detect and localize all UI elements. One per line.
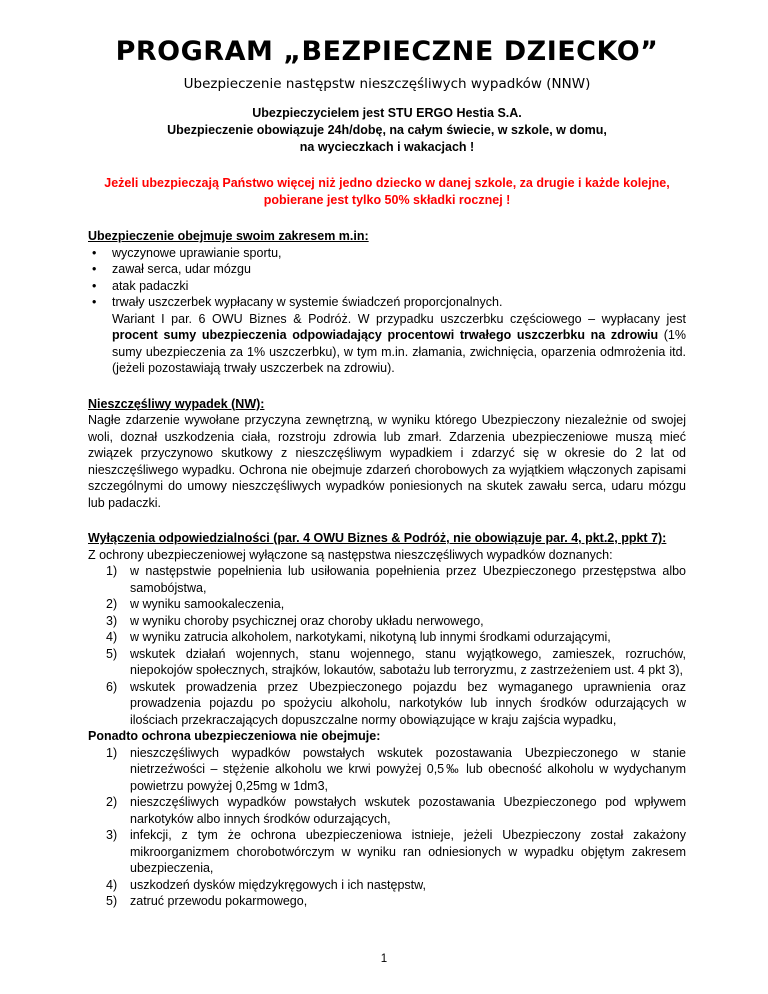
additional-exclusions-heading: Ponadto ochrona ubezpieczeniowa nie obejmuje: bbox=[88, 729, 381, 743]
discount-line-2: pobierane jest tylko 50% składki rocznej ! bbox=[263, 193, 511, 207]
scope-heading: Ubezpieczenie obejmuje swoim zakresem m.in: bbox=[88, 229, 369, 243]
exclusions-intro: Z ochrony ubezpieczeniowej wyłączone są następstwa nieszczęśliwych wypadków doznanych: bbox=[88, 547, 613, 562]
document-page bbox=[88, 34, 686, 910]
bullet-icon: • bbox=[92, 262, 97, 276]
list-item: 2) nieszczęśliwych wypadków powstałych wskutek pozostawania Ubezpieczonego pod wpływem narkotyków albo innych środków odurzających, bbox=[106, 795, 686, 826]
variant-description: Wariant I par. 6 OWU Biznes & Podróż. W przypadku uszczerbku częściowego – wypłacany jest procent sumy ubezpieczenia odpowiadający procentowi trwałego uszczerbku na zdrowiu (1% sumy ubezpieczenia za 1% uszczerbku), w tym m.in. złamania, zwichnięcia, oparzenia odmrożenia itd. (jeżeli pozostawiają trwały uszczerbek na zdrowiu). bbox=[112, 311, 686, 375]
list-item: 3) w wyniku choroby psychicznej oraz choroby układu nerwowego, bbox=[106, 613, 484, 628]
bullet-icon: • bbox=[92, 245, 97, 260]
exclusions-list bbox=[88, 563, 686, 728]
scope-list bbox=[88, 245, 686, 311]
coverage-line-2: na wycieczkach i wakacjach ! bbox=[299, 140, 475, 154]
document-title: PROGRAM „BEZPIECZNE DZIECKO” bbox=[115, 36, 659, 67]
insurer-info bbox=[88, 105, 686, 156]
list-item: 4) uszkodzeń dysków międzykręgowych i ich następstw, bbox=[106, 877, 426, 892]
scope-section bbox=[88, 228, 686, 377]
discount-line: Jeżeli ubezpieczają Państwo więcej niż jedno dziecko w danej szkole, za drugie i każde kolejne, bbox=[104, 176, 670, 190]
variant-bold-text: procent sumy ubezpieczenia odpowiadający procentowi trwałego uszczerbku na zdrowiu bbox=[112, 328, 659, 342]
list-item: • wyczynowe uprawianie sportu, bbox=[92, 245, 282, 260]
list-item: • trwały uszczerbek wypłacany w systemie świadczeń proporcjonalnych. bbox=[92, 295, 503, 309]
list-item: 5) zatruć przewodu pokarmowego, bbox=[106, 894, 308, 908]
list-item: 2) w wyniku samookaleczenia, bbox=[106, 597, 285, 611]
bullet-icon: • bbox=[92, 278, 97, 293]
coverage-line: Ubezpieczenie obowiązuje 24h/dobę, na całym świecie, w szkole, w domu, bbox=[167, 123, 607, 137]
list-item: 6) wskutek prowadzenia przez Ubezpieczonego pojazdu bez wymaganego uprawnienia oraz prowadzenia pojazdu po spożyciu alkoholu, narkotyków lub innych środków odurzających w ilościach przekraczających dopuszczalne normy obowiązujące w kraju zajścia wypadku, bbox=[106, 679, 686, 727]
list-item: 3) infekcji, z tym że ochrona ubezpieczeniowa istnieje, jeżeli Ubezpieczony został zakażony mikroorganizmem chorobotwórczym w wyniku ran odniesionych w wypadku objętym zakresem ubezpieczenia, bbox=[106, 828, 686, 875]
bullet-icon: • bbox=[92, 295, 97, 309]
exclusions-heading: Wyłączenia odpowiedzialności (par. 4 OWU Biznes & Podróż, nie obowiązuje par. 4, pkt.2, ppkt 7): bbox=[88, 531, 667, 545]
additional-exclusions-list bbox=[88, 745, 686, 910]
insurer-line: Ubezpieczycielem jest STU ERGO Hestia S.A. bbox=[252, 106, 522, 120]
list-item: • atak padaczki bbox=[92, 278, 189, 293]
accident-section bbox=[88, 396, 686, 512]
discount-notice bbox=[88, 175, 686, 209]
list-item: 1) nieszczęśliwych wypadków powstałych wskutek pozostawania Ubezpieczonego w stanie nietrzeźwości – stężenie alkoholu we krwi powyżej 0,5‰ lub obecność alkoholu w wydychanym powietrzu powyżej 0,25mg w 1dm3, bbox=[106, 745, 686, 793]
list-item: 5) wskutek działań wojennych, stanu wojennego, stanu wyjątkowego, zamieszek, rozruchów, niepokojów społecznych, strajków, lokautów, sabotażu lub terroryzmu, z zastrzeżeniem ust. 4 pkt 3), bbox=[106, 646, 686, 677]
document-subtitle: Ubezpieczenie następstw nieszczęśliwych wypadków (NNW) bbox=[183, 76, 591, 92]
accident-definition: Nagłe zdarzenie wywołane przyczyna zewnętrzną, w wyniku którego Ubezpieczony niezależnie od swojej woli, doznał uszkodzenia ciała, rozstroju zdrowia lub zmarł. Zdarzenia ubezpieczeniowe muszą mieć związek przyczynowo skutkowy z nieszczęśliwym wypadkiem i zdarzyć się w okresie do 2 lat od nieszczęśliwego wypadku. Ochrona nie obejmuje zdarzeń chorobowych za wyjątkiem włączonych zapisami szczególnymi do umowy nieszczęśliwych wypadków poniesionych na skutek zawału serca, udaru mózgu lub padaczki. bbox=[88, 413, 686, 510]
accident-heading: Nieszczęśliwy wypadek (NW): bbox=[88, 396, 265, 411]
page-number: 1 bbox=[380, 953, 388, 965]
list-item: 4) w wyniku zatrucia alkoholem, narkotykami, nikotyną lub innymi środkami odurzającymi, bbox=[106, 630, 611, 644]
list-item: • zawał serca, udar mózgu bbox=[92, 262, 251, 276]
exclusions-section bbox=[88, 530, 686, 910]
list-item: 1) w następstwie popełnienia lub usiłowania popełnienia przez Ubezpieczonego przestępstwa albo samobójstwa, bbox=[106, 564, 686, 595]
